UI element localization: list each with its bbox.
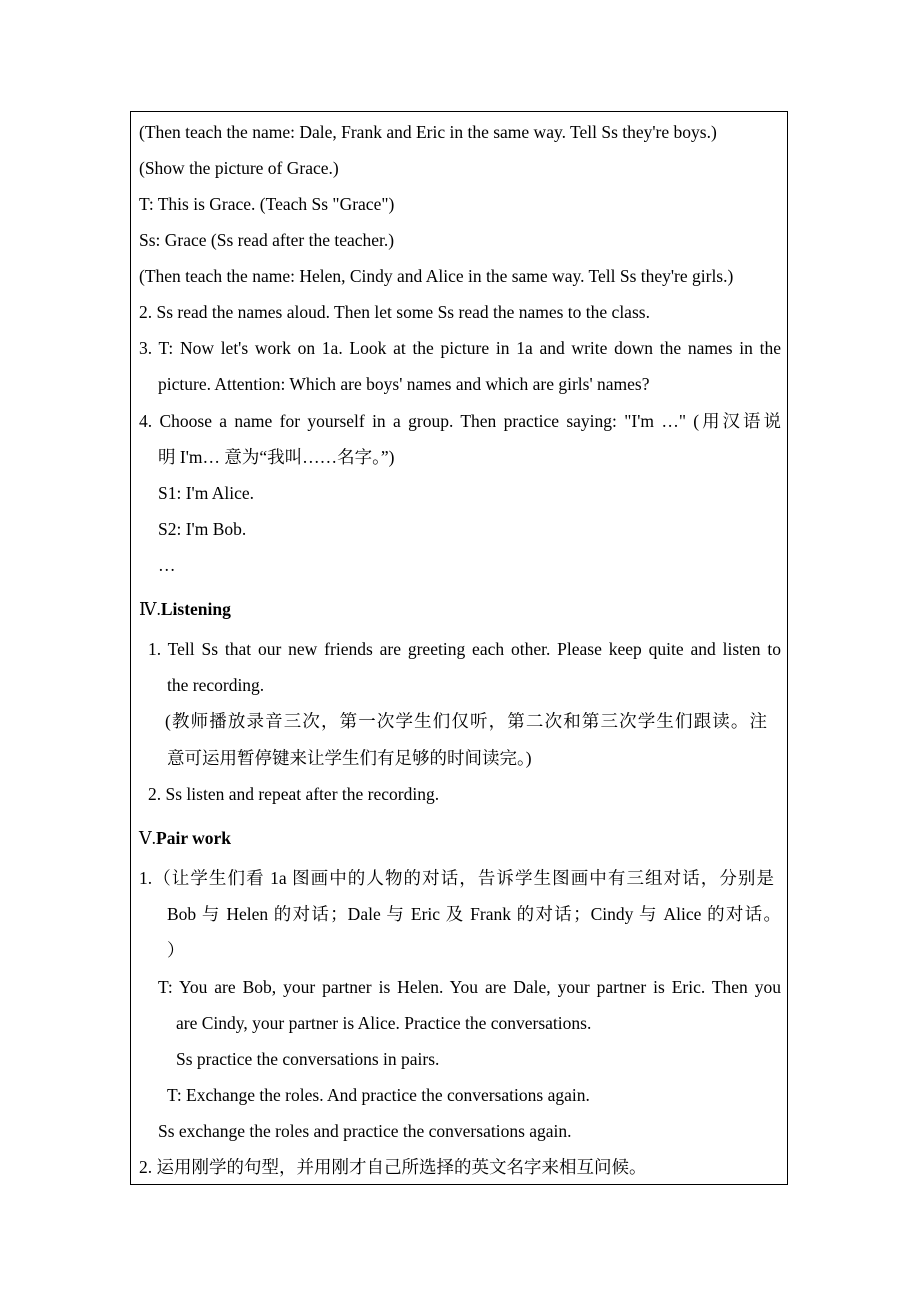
text-line: 明 I'm… 意为“我叫……名字。”) [158,447,395,467]
section-heading-pair-work [139,827,231,849]
text-line: Bob 与 Helen 的对话；Dale 与 Eric 及 Frank 的对话；Cindy 与 Alice 的对话。 [167,904,781,924]
text-line: (Then teach the name: Dale, Frank and Eric in the same way. Tell Ss they're boys.) [139,122,717,142]
section-number: Ⅴ. [139,828,157,848]
text-line: 2. Ss listen and repeat after the recording. [148,784,440,804]
text-line: S1: I'm Alice. [158,483,254,503]
text-line: Ss: Grace (Ss read after the teacher.) [139,230,395,250]
text-line: T: This is Grace. (Teach Ss "Grace") [139,194,395,214]
section-title: Listening [160,599,231,619]
section-number: Ⅳ. [139,599,161,619]
text-line: 3. T: Now let's work on 1a. Look at the picture in 1a and write down the names in the [139,338,781,358]
text-line: are Cindy, your partner is Alice. Practice the conversations. [176,1013,592,1033]
text-line: Ss exchange the roles and practice the conversations again. [158,1121,572,1141]
text-line: 2. 运用刚学的句型，并用刚才自己所选择的英文名字来相互问候。 [139,1157,647,1177]
text-line: T: Exchange the roles. And practice the conversations again. [167,1085,590,1105]
text-line: 4. Choose a name for yourself in a group. Then practice saying: "I'm …" (用汉语说 [139,411,781,431]
section-heading-listening [139,598,231,620]
text-line: 1.（让学生们看 1a 图画中的人物的对话，告诉学生图画中有三组对话，分别是 [139,868,774,888]
text-line: 2. Ss read the names aloud. Then let some Ss read the names to the class. [139,302,650,322]
text-line: ） [167,940,185,960]
section-title: Pair work [156,828,232,848]
text-line: (教师播放录音三次，第一次学生们仅听，第二次和第三次学生们跟读。注 [165,711,767,731]
text-line: … [158,555,176,575]
text-line: S2: I'm Bob. [158,519,247,539]
text-line: the recording. [167,675,265,695]
text-line: Ss practice the conversations in pairs. [176,1049,440,1069]
text-line: picture. Attention: Which are boys' names and which are girls' names? [158,374,650,394]
text-line: (Show the picture of Grace.) [139,158,339,178]
text-line: 意可运用暂停键来让学生们有足够的时间读完。) [167,748,532,768]
text-line: 1. Tell Ss that our new friends are greeting each other. Please keep quite and listen to [148,639,781,659]
text-line: T: You are Bob, your partner is Helen. You are Dale, your partner is Eric. Then you [158,977,781,997]
text-line: (Then teach the name: Helen, Cindy and Alice in the same way. Tell Ss they're girls.) [139,266,734,286]
